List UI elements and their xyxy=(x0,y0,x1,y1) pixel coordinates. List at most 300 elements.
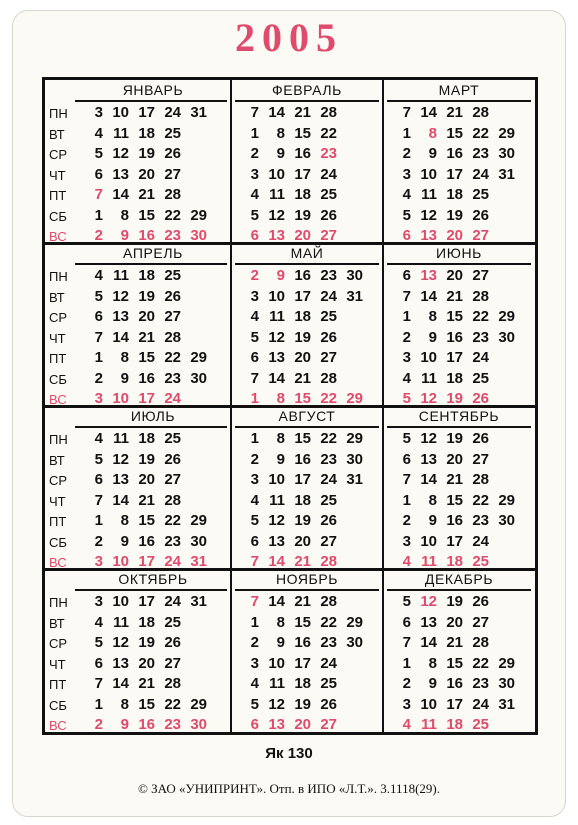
day-number: 28 xyxy=(472,471,489,488)
day-number: 29 xyxy=(346,613,363,631)
weekday-label: ВТ xyxy=(49,452,65,468)
weekday-label: ВТ xyxy=(49,126,65,142)
day-number: 12 xyxy=(420,430,437,447)
day-number: 6 xyxy=(402,267,411,284)
day-number: 4 xyxy=(250,675,259,692)
weekday-label: ЧТ xyxy=(49,656,66,672)
day-number: 11 xyxy=(421,716,437,733)
month-block xyxy=(231,243,383,406)
month-name: ФЕВРАЛЬ xyxy=(272,82,342,98)
day-number: 20 xyxy=(138,308,155,325)
day-number: 25 xyxy=(320,675,337,692)
day-number: 18 xyxy=(294,308,311,325)
day-number: 12 xyxy=(112,634,129,651)
month-name: ИЮЛЬ xyxy=(130,408,176,424)
day-number: 17 xyxy=(138,390,155,407)
day-number: 2 xyxy=(94,716,103,733)
day-number: 24 xyxy=(164,390,181,407)
day-number: 26 xyxy=(164,450,181,468)
weekday-label: ВТ xyxy=(49,615,65,631)
month-name: НОЯБРЬ xyxy=(275,571,339,587)
day-number: 6 xyxy=(402,613,411,631)
day-number: 23 xyxy=(320,634,337,651)
day-number: 25 xyxy=(164,267,181,284)
day-number: 13 xyxy=(268,349,285,366)
day-number: 17 xyxy=(294,287,311,305)
day-number: 8 xyxy=(276,430,285,447)
day-number: 14 xyxy=(112,675,129,692)
day-number: 13 xyxy=(112,165,129,183)
day-number: 26 xyxy=(472,390,489,407)
day-number: 30 xyxy=(498,675,515,692)
year-title: 2005 xyxy=(235,15,343,60)
day-number: 23 xyxy=(472,675,489,692)
day-number: 10 xyxy=(112,553,129,570)
month-separator xyxy=(387,100,531,102)
weekday-label: ЧТ xyxy=(49,167,66,183)
day-number: 20 xyxy=(294,716,311,733)
day-number: 20 xyxy=(294,349,311,366)
day-number: 29 xyxy=(498,308,515,325)
day-number: 27 xyxy=(164,654,181,672)
day-number: 25 xyxy=(472,716,489,733)
day-number: 14 xyxy=(420,634,437,651)
day-number: 28 xyxy=(320,369,337,387)
day-number: 16 xyxy=(446,675,463,692)
day-number: 20 xyxy=(294,532,311,550)
day-number: 29 xyxy=(190,206,207,224)
day-number: 15 xyxy=(138,206,155,224)
day-number: 2 xyxy=(94,227,103,244)
day-number: 4 xyxy=(250,186,259,203)
day-number: 12 xyxy=(420,206,437,224)
day-number: 9 xyxy=(120,532,129,550)
day-number: 14 xyxy=(268,104,285,121)
day-number: 15 xyxy=(446,654,463,672)
day-number: 22 xyxy=(320,390,337,407)
month-block xyxy=(45,569,231,732)
day-number: 19 xyxy=(138,634,155,651)
day-number: 23 xyxy=(472,328,489,346)
day-number: 21 xyxy=(446,471,463,488)
day-number: 21 xyxy=(446,104,463,121)
day-number: 6 xyxy=(94,308,103,325)
day-number: 27 xyxy=(164,165,181,183)
day-number: 3 xyxy=(250,287,259,305)
day-number: 24 xyxy=(320,471,337,488)
day-number: 17 xyxy=(294,165,311,183)
day-number: 16 xyxy=(138,369,155,387)
day-number: 14 xyxy=(268,369,285,387)
day-number: 23 xyxy=(320,267,337,284)
month-separator xyxy=(235,426,379,428)
day-number: 15 xyxy=(446,491,463,509)
month-block xyxy=(45,406,231,569)
weekday-label: ВС xyxy=(49,229,67,244)
day-number: 14 xyxy=(112,491,129,509)
day-number: 9 xyxy=(276,634,285,651)
day-number: 27 xyxy=(320,716,337,733)
day-number: 25 xyxy=(472,186,489,203)
day-number: 28 xyxy=(472,287,489,305)
day-number: 19 xyxy=(138,287,155,305)
day-number: 17 xyxy=(446,165,463,183)
day-number: 26 xyxy=(164,145,181,162)
day-number: 23 xyxy=(320,450,337,468)
month-block xyxy=(231,569,383,732)
month-name: АПРЕЛЬ xyxy=(123,245,183,261)
day-number: 13 xyxy=(268,227,285,244)
day-number: 11 xyxy=(421,553,437,570)
copyright-line: © ЗАО «УНИПРИНТ». Отп. в ИПО «Л.Т.». 3.1118(29). xyxy=(138,781,440,796)
day-number: 31 xyxy=(498,695,515,713)
day-number: 8 xyxy=(428,308,437,325)
day-number: 11 xyxy=(113,430,129,447)
weekday-label: СБ xyxy=(49,208,67,224)
month-separator xyxy=(387,589,531,591)
day-number: 31 xyxy=(498,165,515,183)
day-number: 7 xyxy=(250,104,259,121)
day-number: 8 xyxy=(428,124,437,142)
day-number: 19 xyxy=(294,695,311,713)
day-number: 13 xyxy=(112,471,129,488)
day-number: 5 xyxy=(94,145,103,162)
day-number: 26 xyxy=(472,593,489,610)
day-number: 21 xyxy=(294,553,311,570)
day-number: 5 xyxy=(402,390,411,407)
day-number: 3 xyxy=(402,349,411,366)
day-number: 1 xyxy=(250,124,259,142)
day-number: 8 xyxy=(428,491,437,509)
day-number: 13 xyxy=(112,654,129,672)
day-number: 11 xyxy=(269,308,285,325)
day-number: 25 xyxy=(320,308,337,325)
day-number: 26 xyxy=(320,512,337,529)
day-number: 23 xyxy=(164,532,181,550)
day-number: 7 xyxy=(402,471,411,488)
day-number: 7 xyxy=(94,491,103,509)
day-number: 24 xyxy=(320,654,337,672)
day-number: 17 xyxy=(138,553,155,570)
calendar-grid xyxy=(42,77,538,735)
day-number: 24 xyxy=(472,349,489,366)
day-number: 17 xyxy=(138,593,155,610)
month-block xyxy=(383,569,535,732)
day-number: 18 xyxy=(294,675,311,692)
day-number: 4 xyxy=(402,186,411,203)
day-number: 16 xyxy=(294,145,311,162)
day-number: 30 xyxy=(190,227,207,244)
day-number: 1 xyxy=(250,613,259,631)
day-number: 15 xyxy=(294,124,311,142)
day-number: 11 xyxy=(421,369,437,387)
day-number: 29 xyxy=(498,124,515,142)
day-number: 20 xyxy=(446,267,463,284)
day-number: 25 xyxy=(320,491,337,509)
day-number: 4 xyxy=(402,369,411,387)
day-number: 6 xyxy=(402,227,411,244)
day-number: 7 xyxy=(402,287,411,305)
day-number: 12 xyxy=(268,328,285,346)
day-number: 27 xyxy=(472,267,489,284)
day-number: 28 xyxy=(472,104,489,121)
month-name: АВГУСТ xyxy=(278,408,336,424)
day-number: 2 xyxy=(402,328,411,346)
day-number: 27 xyxy=(472,613,489,631)
day-number: 13 xyxy=(268,716,285,733)
day-number: 2 xyxy=(94,532,103,550)
day-number: 21 xyxy=(138,491,155,509)
day-number: 4 xyxy=(402,716,411,733)
day-number: 4 xyxy=(250,491,259,509)
day-number: 17 xyxy=(446,695,463,713)
day-number: 5 xyxy=(402,593,411,610)
day-number: 4 xyxy=(94,124,103,142)
day-number: 7 xyxy=(94,328,103,346)
day-number: 7 xyxy=(94,186,103,203)
month-separator xyxy=(235,589,379,591)
day-number: 19 xyxy=(446,430,463,447)
month-separator xyxy=(235,263,379,265)
day-number: 18 xyxy=(446,186,463,203)
day-number: 25 xyxy=(472,553,489,570)
day-number: 9 xyxy=(428,675,437,692)
day-number: 18 xyxy=(138,613,155,631)
weekday-label: СБ xyxy=(49,371,67,387)
day-number: 1 xyxy=(402,308,411,325)
day-number: 11 xyxy=(269,491,285,509)
day-number: 1 xyxy=(94,349,103,366)
month-separator xyxy=(387,263,531,265)
day-number: 6 xyxy=(94,654,103,672)
day-number: 10 xyxy=(420,532,437,550)
day-number: 25 xyxy=(164,613,181,631)
day-number: 20 xyxy=(446,450,463,468)
day-number: 8 xyxy=(120,695,129,713)
day-number: 6 xyxy=(250,716,259,733)
day-number: 16 xyxy=(446,145,463,162)
day-number: 3 xyxy=(94,104,103,121)
day-number: 3 xyxy=(250,165,259,183)
month-block xyxy=(383,80,535,243)
day-number: 29 xyxy=(498,491,515,509)
day-number: 9 xyxy=(276,145,285,162)
day-number: 7 xyxy=(250,593,259,610)
day-number: 18 xyxy=(294,491,311,509)
day-number: 10 xyxy=(268,471,285,488)
month-name: СЕНТЯБРЬ xyxy=(418,408,500,424)
day-number: 28 xyxy=(164,186,181,203)
day-number: 17 xyxy=(294,654,311,672)
weekday-label: СР xyxy=(49,310,68,325)
day-number: 1 xyxy=(250,390,259,407)
day-number: 2 xyxy=(94,369,103,387)
day-number: 25 xyxy=(164,430,181,447)
day-number: 26 xyxy=(472,430,489,447)
weekday-label: ПН xyxy=(49,432,68,447)
day-number: 14 xyxy=(420,287,437,305)
day-number: 26 xyxy=(320,206,337,224)
day-number: 20 xyxy=(446,613,463,631)
day-number: 23 xyxy=(472,145,489,162)
day-number: 23 xyxy=(164,227,181,244)
day-number: 11 xyxy=(113,267,129,284)
day-number: 26 xyxy=(164,287,181,305)
day-number: 22 xyxy=(164,206,181,224)
day-number: 27 xyxy=(164,308,181,325)
weekday-label: ВС xyxy=(49,392,67,407)
day-number: 15 xyxy=(138,695,155,713)
day-number: 31 xyxy=(190,593,207,610)
day-number: 6 xyxy=(250,349,259,366)
product-code: Як 130 xyxy=(265,745,313,762)
month-block xyxy=(45,80,231,243)
day-number: 22 xyxy=(320,124,337,142)
month-name: ИЮНЬ xyxy=(436,245,482,261)
day-number: 31 xyxy=(346,287,363,305)
weekday-label: ВС xyxy=(49,718,67,733)
day-number: 6 xyxy=(250,227,259,244)
day-number: 27 xyxy=(320,532,337,550)
day-number: 18 xyxy=(446,553,463,570)
day-number: 29 xyxy=(190,512,207,529)
day-number: 15 xyxy=(138,512,155,529)
month-separator xyxy=(235,100,379,102)
month-block xyxy=(231,80,383,243)
day-number: 19 xyxy=(446,390,463,407)
day-number: 2 xyxy=(402,145,411,162)
day-number: 10 xyxy=(420,165,437,183)
weekday-label: ЧТ xyxy=(49,330,66,346)
day-number: 13 xyxy=(268,532,285,550)
day-number: 28 xyxy=(320,104,337,121)
weekday-label: ВТ xyxy=(49,289,65,305)
day-number: 6 xyxy=(250,532,259,550)
day-number: 19 xyxy=(294,328,311,346)
day-number: 6 xyxy=(402,450,411,468)
day-number: 18 xyxy=(138,267,155,284)
month-separator xyxy=(75,589,227,591)
day-number: 30 xyxy=(346,634,363,651)
weekday-label: ПТ xyxy=(49,514,67,529)
day-number: 25 xyxy=(164,124,181,142)
month-name: ОКТЯБРЬ xyxy=(118,571,188,587)
day-number: 9 xyxy=(428,512,437,529)
month-block xyxy=(383,406,535,569)
month-name: МАРТ xyxy=(438,82,480,98)
day-number: 16 xyxy=(446,328,463,346)
day-number: 10 xyxy=(112,390,129,407)
day-number: 22 xyxy=(320,430,337,447)
day-number: 3 xyxy=(94,390,103,407)
day-number: 2 xyxy=(250,450,259,468)
month-name: МАЙ xyxy=(290,245,324,261)
day-number: 15 xyxy=(446,124,463,142)
day-number: 6 xyxy=(94,471,103,488)
day-number: 10 xyxy=(420,349,437,366)
day-number: 24 xyxy=(164,593,181,610)
day-number: 5 xyxy=(250,328,259,346)
day-number: 11 xyxy=(269,675,285,692)
day-number: 13 xyxy=(420,267,437,284)
day-number: 20 xyxy=(446,227,463,244)
month-block xyxy=(383,243,535,406)
day-number: 13 xyxy=(420,450,437,468)
day-number: 22 xyxy=(164,512,181,529)
day-number: 8 xyxy=(276,390,285,407)
day-number: 2 xyxy=(250,267,259,284)
day-number: 24 xyxy=(472,532,489,550)
day-number: 1 xyxy=(250,430,259,447)
day-number: 14 xyxy=(112,186,129,203)
day-number: 12 xyxy=(112,145,129,162)
day-number: 14 xyxy=(420,471,437,488)
day-number: 14 xyxy=(268,593,285,610)
day-number: 14 xyxy=(112,328,129,346)
day-number: 9 xyxy=(276,450,285,468)
day-number: 8 xyxy=(276,124,285,142)
day-number: 16 xyxy=(294,450,311,468)
weekday-label: СР xyxy=(49,473,68,488)
day-number: 21 xyxy=(138,675,155,692)
day-number: 19 xyxy=(446,593,463,610)
day-number: 17 xyxy=(446,349,463,366)
day-number: 23 xyxy=(320,145,337,162)
day-number: 10 xyxy=(112,104,129,121)
day-number: 16 xyxy=(294,267,311,284)
day-number: 24 xyxy=(320,287,337,305)
weekday-label: СБ xyxy=(49,697,67,713)
day-number: 14 xyxy=(420,104,437,121)
day-number: 4 xyxy=(94,430,103,447)
day-number: 16 xyxy=(294,634,311,651)
day-number: 5 xyxy=(94,634,103,651)
day-number: 22 xyxy=(164,695,181,713)
day-number: 21 xyxy=(294,593,311,610)
day-number: 27 xyxy=(164,471,181,488)
day-number: 23 xyxy=(472,512,489,529)
day-number: 5 xyxy=(402,430,411,447)
day-number: 9 xyxy=(120,369,129,387)
day-number: 9 xyxy=(120,227,129,244)
day-number: 26 xyxy=(320,695,337,713)
day-number: 10 xyxy=(112,593,129,610)
day-number: 23 xyxy=(164,369,181,387)
day-number: 15 xyxy=(138,349,155,366)
day-number: 13 xyxy=(420,613,437,631)
day-number: 30 xyxy=(498,145,515,162)
day-number: 7 xyxy=(250,369,259,387)
day-number: 22 xyxy=(472,124,489,142)
day-number: 21 xyxy=(138,328,155,346)
day-number: 16 xyxy=(446,512,463,529)
day-number: 10 xyxy=(268,287,285,305)
day-number: 25 xyxy=(320,186,337,203)
day-number: 1 xyxy=(94,695,103,713)
day-number: 18 xyxy=(138,430,155,447)
day-number: 30 xyxy=(346,267,363,284)
day-number: 8 xyxy=(276,613,285,631)
day-number: 28 xyxy=(164,675,181,692)
day-number: 28 xyxy=(320,553,337,570)
weekday-label: ПН xyxy=(49,269,68,284)
day-number: 28 xyxy=(320,593,337,610)
day-number: 18 xyxy=(446,369,463,387)
month-separator xyxy=(75,426,227,428)
weekday-label: ПН xyxy=(49,106,68,121)
day-number: 3 xyxy=(402,532,411,550)
day-number: 9 xyxy=(276,267,285,284)
